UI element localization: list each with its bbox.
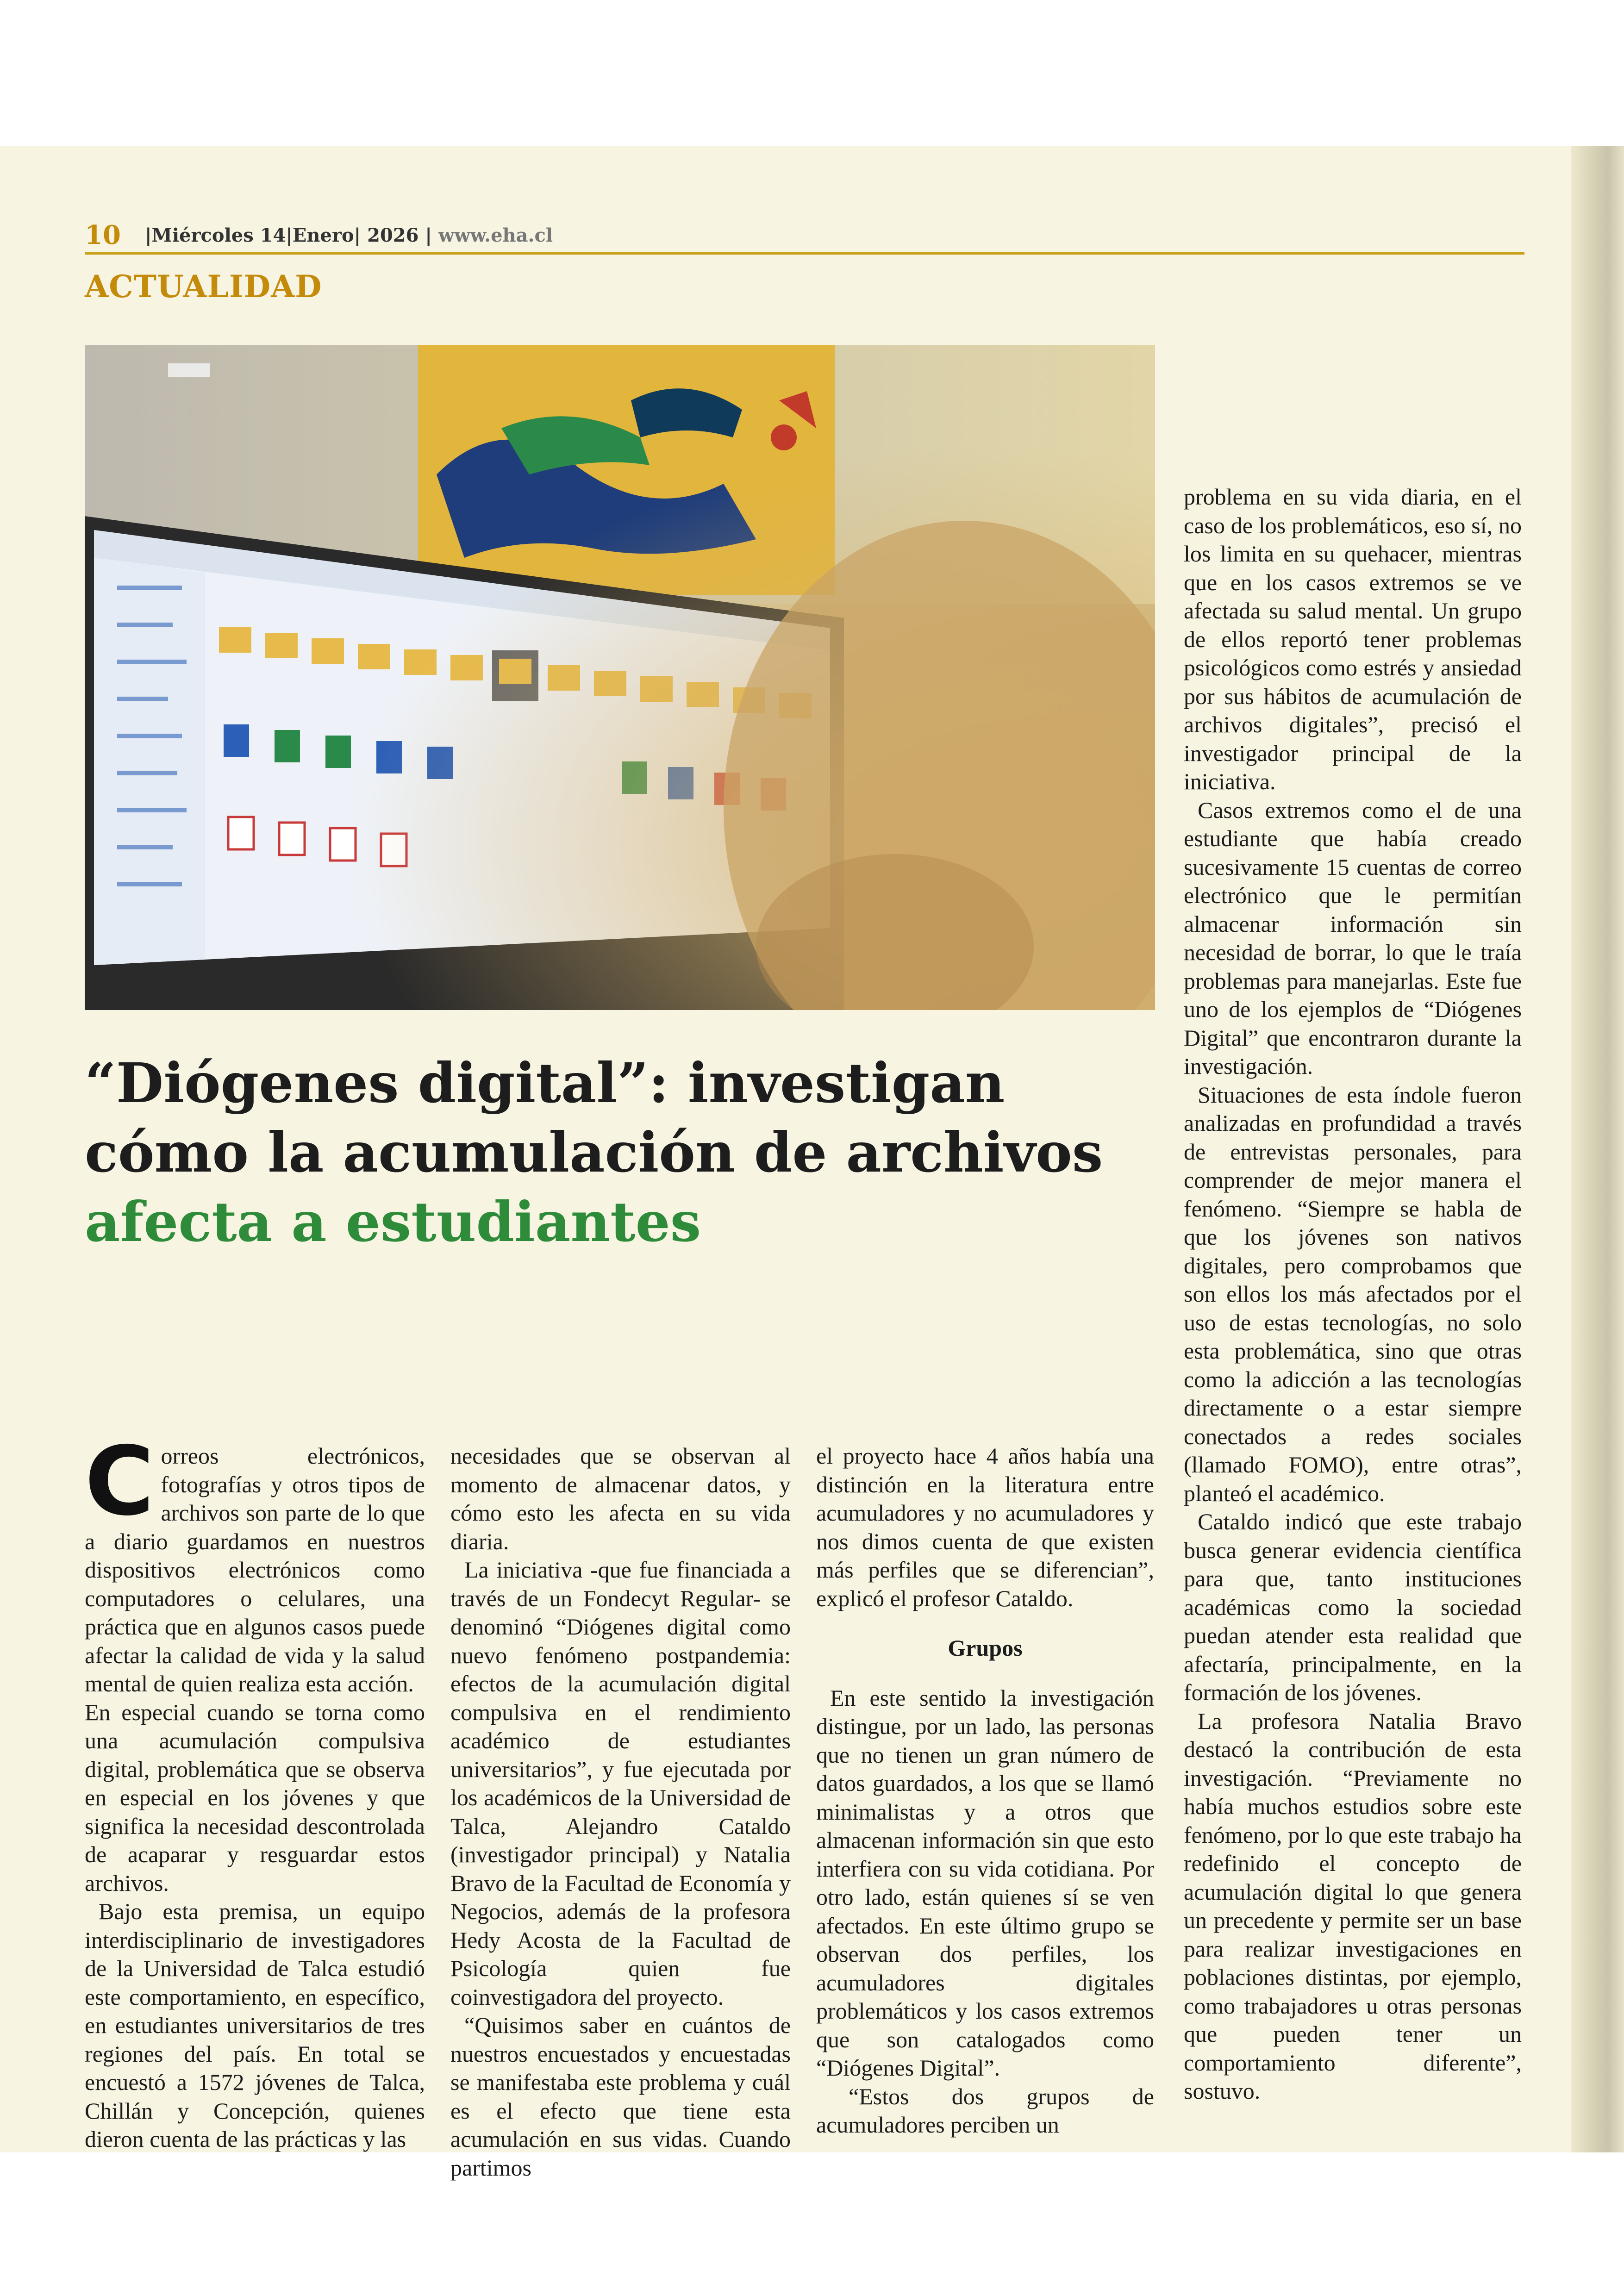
headline xyxy=(85,1048,1173,1257)
paragraph: Bajo esta premisa, un equipo interdisciplinario de investigadores de la Universidad de Talca estudió este comportamiento, en específico, en estudiantes universitarios de tres regiones del país. En total se encuestó a 1572 jóvenes de Talca, Chillán y Concepción, quienes dieron cuenta de las prácticas y las xyxy=(85,1898,425,2152)
paragraph: el proyecto hace 4 años había una distinción en la literatura entre acumuladores y no acumuladores y nos dimos cuenta de que existen más perfiles que se diferencian”, explicó el profesor Cataldo. xyxy=(816,1443,1154,1611)
article-column-2 xyxy=(450,1442,791,2182)
header-rule xyxy=(85,252,1524,255)
paragraph: En especial cuando se torna como una acumulación compulsiva digital, problemática que se observa en especial en los jóvenes y que significa la necesidad descontrolada de acaparar y resguardar estos archivos. xyxy=(85,1699,425,1896)
headline-line-1: “Diógenes digital”: investigan xyxy=(85,1051,1005,1115)
paragraph: “Estos dos grupos de acumuladores perciben un xyxy=(816,2083,1154,2138)
paragraph: necesidades que se observan al momento de almacenar datos, y cómo esto les afecta en su vida diaria. xyxy=(450,1443,791,1554)
article-column-3 xyxy=(816,1442,1154,2139)
page-spine-shadow xyxy=(1571,146,1624,2152)
article-column-4 xyxy=(1184,483,1522,2106)
article-column-1 xyxy=(85,1427,425,2154)
paragraph: En este sentido la investigación distingue, por un lado, las personas que no tienen un gran número de datos guardados, a los que se llamó minimalistas y a otros que almacenan información sin que esto interfiera con su vida cotidiana. Por otro lado, están quienes sí se ven afectados. En este último grupo se observan dos perfiles, los acumuladores digitales problemáticos y los casos extremos que son catalogados como “Diógenes Digital”. xyxy=(816,1684,1154,2081)
date-text: |Miércoles 14|Enero| 2026 | xyxy=(145,225,432,246)
paragraph: Situaciones de esta índole fueron analizadas en profundidad a través de entrevistas personales, para comprender de mejor manera el fenómeno. “Siempre se habla de que los jóvenes son nativos digitales, pero comprobamos que son ellos los más afectados por el uso de estas tecnologías, no solo esta problemática, sino que otras como la adicción a las tecnologías directamente o a estar siempre conectados a redes sociales (llamado FOMO), entre otras”, planteó el académico. xyxy=(1184,1081,1522,1506)
paragraph: La iniciativa -que fue financiada a través de un Fondecyt Regular- se denominó “Diógenes digital como nuevo fenómeno postpandemia: efectos de la acumulación digital compulsiva en el rendimiento académico de estudiantes universitarios”, y fue ejecutada por los académicos de la Universidad de Talca, Alejandro Cataldo (investigador principal) y Natalia Bravo de la Facultad de Economía y Negocios, además de la profesora Hedy Acosta de la Facultad de Psicología quien fue coinvestigadora del proyecto. xyxy=(450,1557,791,2010)
section-title: ACTUALIDAD xyxy=(85,268,322,305)
paragraph: “Quisimos saber en cuántos de nuestros encuestados y encuestadas se manifestaba este problema y cuál es el efecto que tiene esta acumulación en sus vidas. Cuando partimos xyxy=(450,2012,791,2181)
paragraph: Casos extremos como el de una estudiante que había creado sucesivamente 15 cuentas de correo electrónico que le permitían almacenar información sin necesidad de borrar, lo que le traía problemas para manejarlas. Este fue uno de los ejemplos de “Diógenes Digital” que encontraron durante la investigación. xyxy=(1184,797,1522,1079)
subheading: Grupos xyxy=(948,1635,1023,1661)
headline-line-3: afecta a estudiantes xyxy=(85,1190,701,1254)
photo-illustration xyxy=(85,345,1155,1010)
website-link[interactable]: www.eha.cl xyxy=(438,225,553,246)
page-header xyxy=(85,220,1524,248)
paragraph: problema en su vida diaria, en el caso de los problemáticos, eso sí, no los limita en su quehacer, mientras que en los casos extremos se ve afectada su salud mental. Un grupo de ellos reportó tener problemas psicológicos como estrés y ansiedad por sus hábitos de acumulación de archivos digitales”, precisó el investigador principal de la iniciativa. xyxy=(1184,484,1522,794)
headline-line-2: cómo la acumulación de archivos xyxy=(85,1120,1103,1185)
newspaper-page xyxy=(0,146,1624,2181)
date-line xyxy=(145,225,553,246)
article-photo xyxy=(85,345,1155,1010)
paragraph: Cataldo indicó que este trabajo busca generar evidencia científica para que, tanto instituciones académicas como la sociedad puedan atender esta realidad que afectaría, principalmente, en la formación de los jóvenes. xyxy=(1184,1509,1522,1705)
drop-cap: C xyxy=(85,1427,155,1537)
paragraph-text: orreos electrónicos, fotografías y otros tipos de archivos son parte de lo que a diario guardamos en nuestros dispositivos electrónicos como computadores o celulares, una práctica que en algunos casos puede afectar la calidad de vida y la salud mental de quien realiza esta acción. xyxy=(85,1443,425,1696)
paragraph xyxy=(85,1427,425,1698)
page-number: 10 xyxy=(85,220,121,250)
paragraph: La profesora Natalia Bravo destacó la contribución de esta investigación. “Previamente no había muchos estudios sobre este fenómeno, por lo que este trabajo ha redefinido el concepto de acumulación digital lo que genera un precedente y permite ser un base para realizar investigaciones en poblaciones distintas, por ejemplo, como trabajadores u otras personas que pueden tener un comportamiento diferente”, sostuvo. xyxy=(1184,1708,1522,2104)
